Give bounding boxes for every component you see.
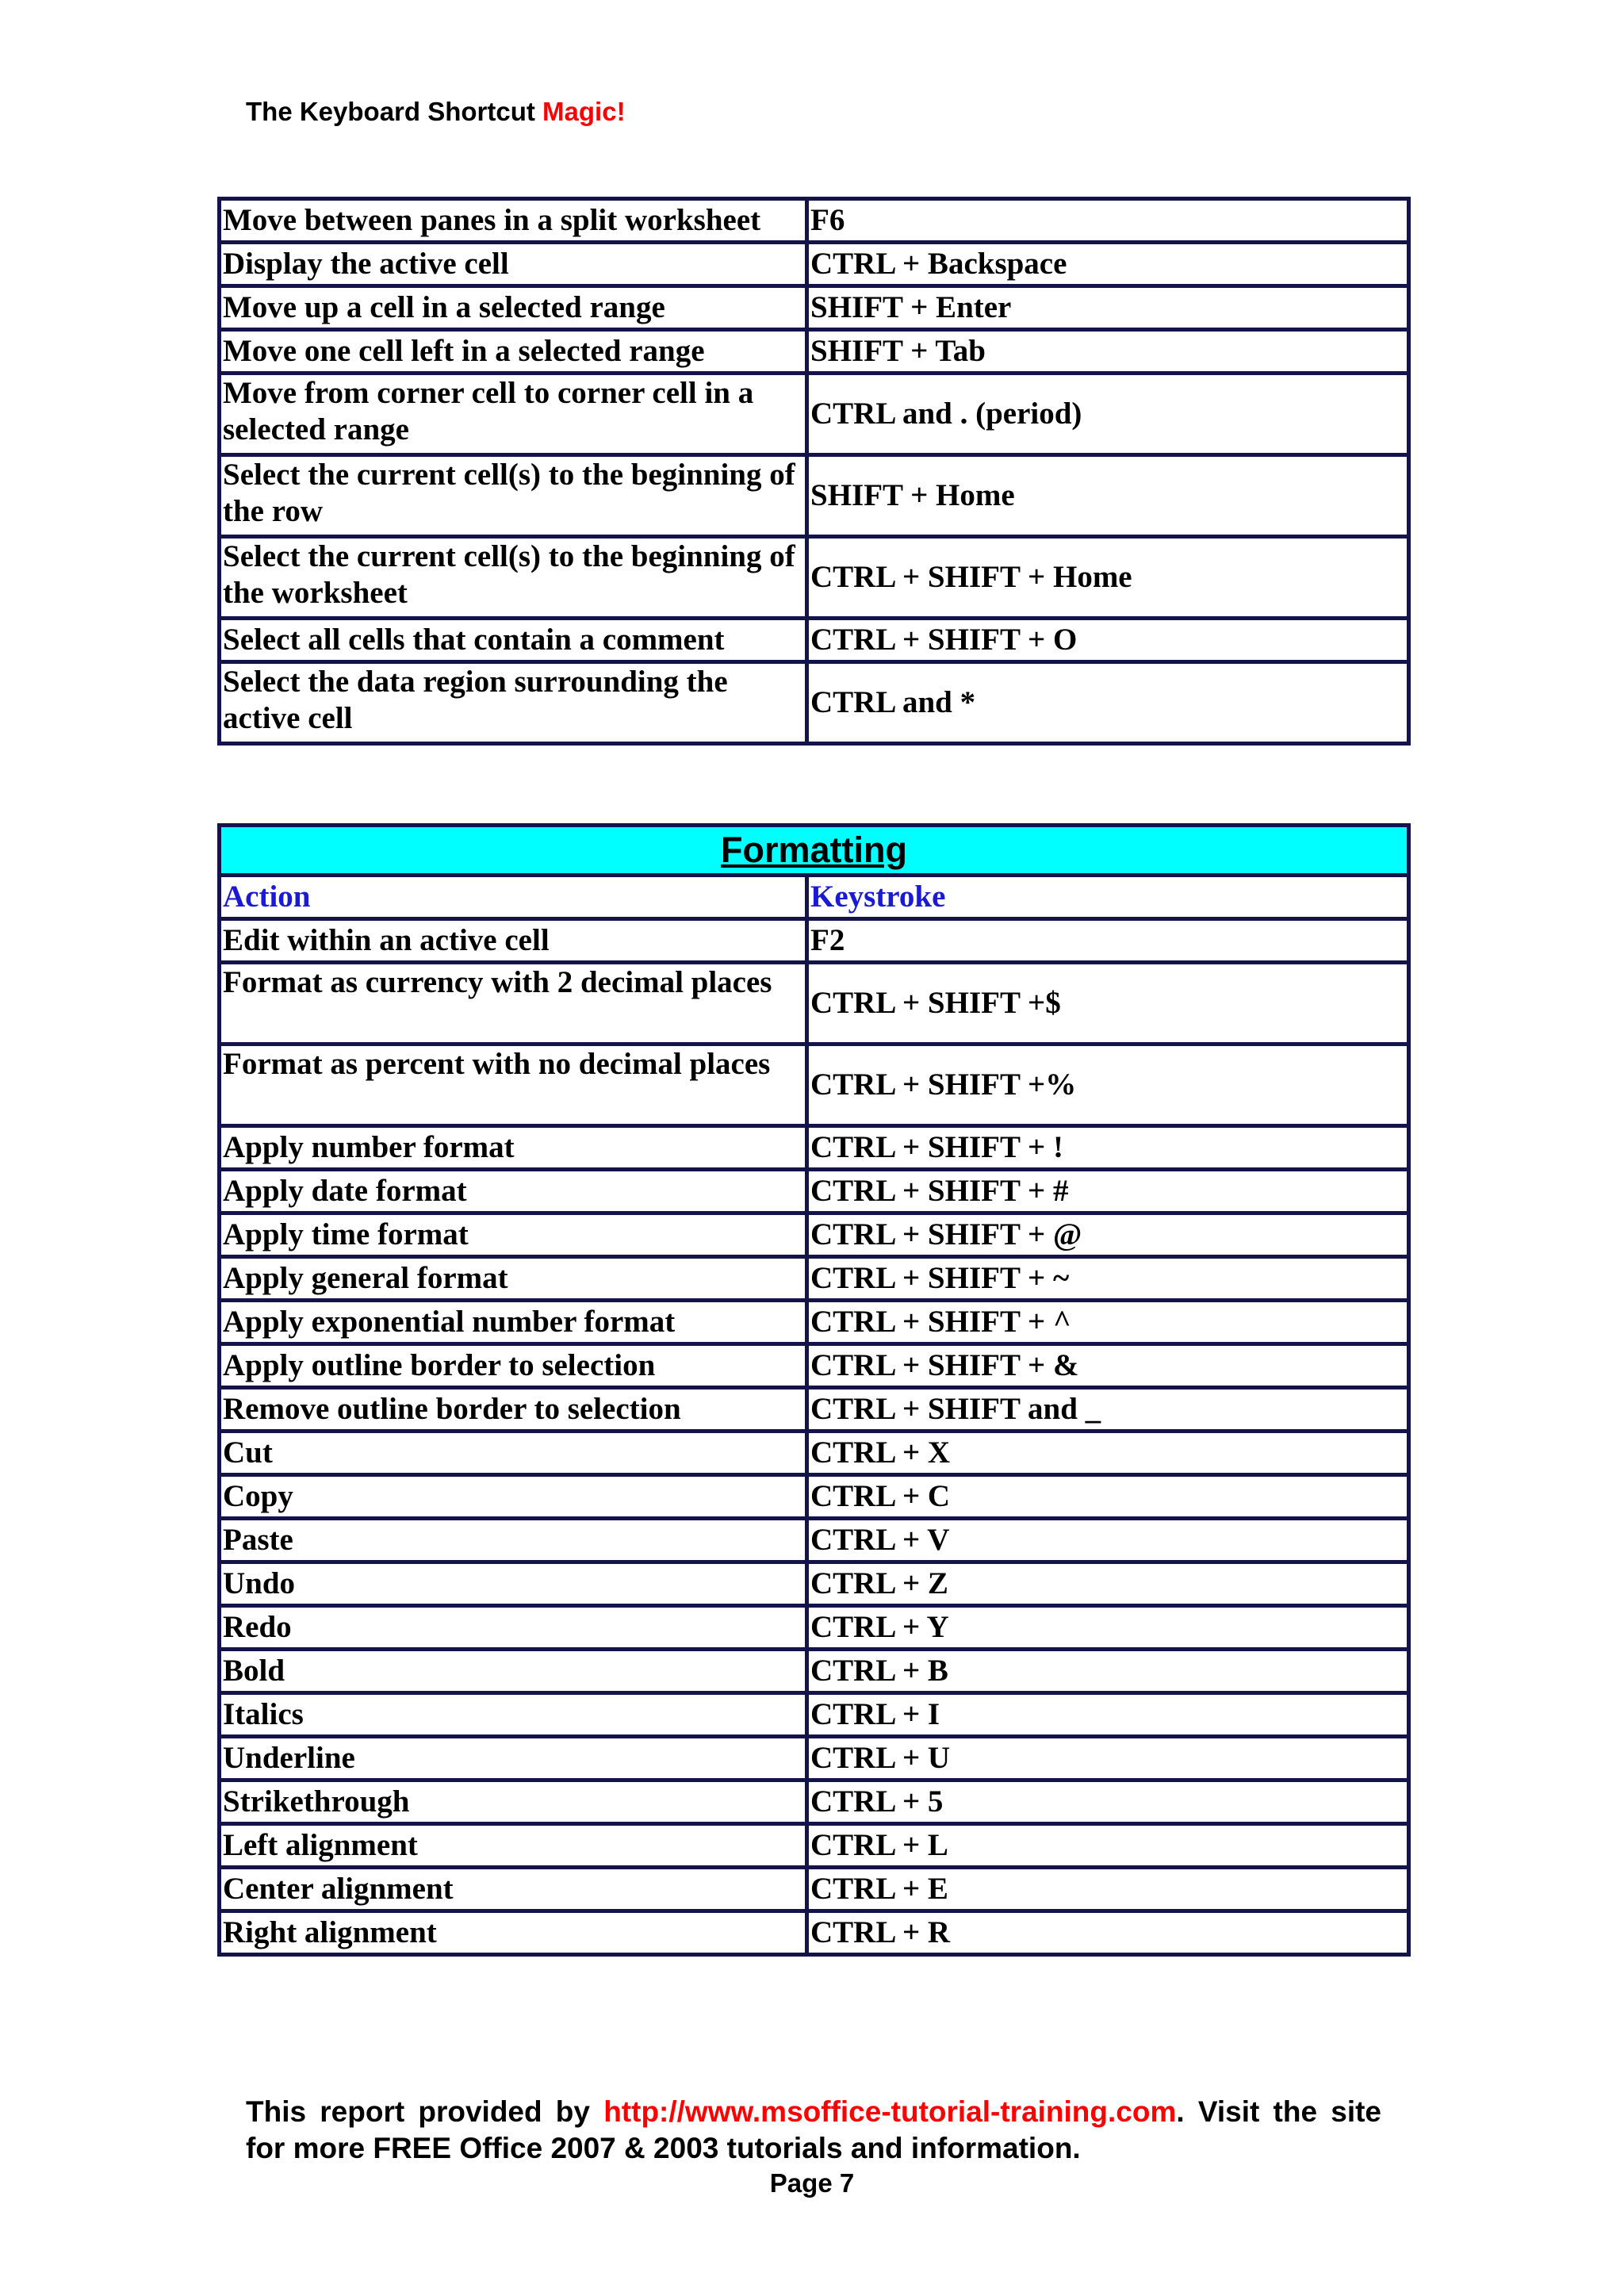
table-row [220,1045,1409,1126]
keystroke-cell: CTRL + Backspace [807,243,1409,286]
table-row [220,1344,1409,1388]
action-cell: Move from corner cell to corner cell in a selected range [220,374,807,455]
keystroke-cell: CTRL + 5 [807,1780,1409,1824]
keystroke-cell: CTRL + SHIFT and _ [807,1388,1409,1432]
keystroke-cell: CTRL + SHIFT + @ [807,1213,1409,1257]
table-row [220,1170,1409,1213]
table-row [220,1388,1409,1432]
keystroke-cell: SHIFT + Enter [807,286,1409,330]
action-cell: Italics [220,1693,807,1737]
action-cell: Move one cell left in a selected range [220,330,807,374]
keystroke-cell: CTRL + SHIFT +% [807,1045,1409,1126]
action-cell: Paste [220,1519,807,1562]
table-row [220,1824,1409,1868]
action-cell: Left alignment [220,1824,807,1868]
table-row [220,537,1409,619]
action-cell: Copy [220,1475,807,1519]
column-header-keystroke: Keystroke [807,876,1409,919]
table-row [220,1519,1409,1562]
action-cell: Strikethrough [220,1780,807,1824]
table-row [220,1693,1409,1737]
action-cell: Redo [220,1606,807,1650]
keystroke-cell: CTRL + SHIFT + ^ [807,1301,1409,1344]
table-row [220,1475,1409,1519]
action-cell: Center alignment [220,1868,807,1911]
action-cell: Cut [220,1432,807,1475]
footer-link[interactable]: http://www.msoffice-tutorial-training.com [603,2095,1177,2128]
keystroke-cell: F6 [807,199,1409,243]
action-cell: Apply time format [220,1213,807,1257]
keystroke-cell: SHIFT + Home [807,455,1409,537]
action-cell: Select the current cell(s) to the beginning of the worksheet [220,537,807,619]
keystroke-cell: CTRL and . (period) [807,374,1409,455]
action-cell: Format as currency with 2 decimal places [220,963,807,1045]
table-row [220,330,1409,374]
keystroke-cell: CTRL + SHIFT + O [807,619,1409,662]
keystroke-cell: CTRL + SHIFT + # [807,1170,1409,1213]
column-header-row [220,876,1409,919]
table-row [220,199,1409,243]
column-header-action: Action [220,876,807,919]
formatting-shortcuts-table [217,823,1411,1957]
table-row [220,919,1409,963]
table-row [220,1126,1409,1170]
header-title: The Keyboard Shortcut [246,97,543,126]
action-cell: Undo [220,1562,807,1606]
table-row [220,1868,1409,1911]
action-cell: Edit within an active cell [220,919,807,963]
action-cell: Apply general format [220,1257,807,1301]
action-cell: Remove outline border to selection [220,1388,807,1432]
table-row [220,963,1409,1045]
page-header [246,97,626,127]
footer-text-after: . Visit the site for more FREE Office 2007 & 2003 tutorials and information. [246,2095,1381,2164]
table-row [220,1301,1409,1344]
keystroke-cell: CTRL + SHIFT + Home [807,537,1409,619]
page-number: Page 7 [769,2168,855,2198]
table-row [220,1257,1409,1301]
action-cell: Move up a cell in a selected range [220,286,807,330]
keystroke-cell: F2 [807,919,1409,963]
table-row [220,243,1409,286]
action-cell: Move between panes in a split worksheet [220,199,807,243]
table-row [220,662,1409,744]
keystroke-cell: CTRL + V [807,1519,1409,1562]
table-row [220,286,1409,330]
action-cell: Format as percent with no decimal places [220,1045,807,1126]
table-row [220,1780,1409,1824]
action-cell: Bold [220,1650,807,1693]
action-cell: Underline [220,1737,807,1780]
action-cell: Select all cells that contain a comment [220,619,807,662]
keystroke-cell: SHIFT + Tab [807,330,1409,374]
footer-note [246,2094,1381,2167]
table-row [220,455,1409,537]
table-row [220,1737,1409,1780]
keystroke-cell: CTRL + SHIFT + & [807,1344,1409,1388]
action-cell: Apply date format [220,1170,807,1213]
section-title: Formatting [220,826,1409,876]
keystroke-cell: CTRL + SHIFT + ! [807,1126,1409,1170]
action-cell: Select the data region surrounding the active cell [220,662,807,744]
keystroke-cell: CTRL + Y [807,1606,1409,1650]
table-row [220,1606,1409,1650]
action-cell: Display the active cell [220,243,807,286]
keystroke-cell: CTRL + R [807,1911,1409,1955]
action-cell: Right alignment [220,1911,807,1955]
header-title-highlight: Magic! [542,97,626,126]
table-row [220,1650,1409,1693]
section-header-row [220,826,1409,876]
table-row [220,374,1409,455]
action-cell: Apply exponential number format [220,1301,807,1344]
keystroke-cell: CTRL + Z [807,1562,1409,1606]
keystroke-cell: CTRL + SHIFT +$ [807,963,1409,1045]
keystroke-cell: CTRL + SHIFT + ~ [807,1257,1409,1301]
footer-text-before: This report provided by [246,2095,604,2128]
keystroke-cell: CTRL + U [807,1737,1409,1780]
keystroke-cell: CTRL + X [807,1432,1409,1475]
action-cell: Apply outline border to selection [220,1344,807,1388]
keystroke-cell: CTRL + I [807,1693,1409,1737]
keystroke-cell: CTRL + C [807,1475,1409,1519]
action-cell: Select the current cell(s) to the beginning of the row [220,455,807,537]
keystroke-cell: CTRL + L [807,1824,1409,1868]
table-row [220,1213,1409,1257]
keystroke-cell: CTRL and * [807,662,1409,744]
table-row [220,1562,1409,1606]
table-row [220,1432,1409,1475]
navigation-shortcuts-table [217,197,1411,746]
keystroke-cell: CTRL + B [807,1650,1409,1693]
keystroke-cell: CTRL + E [807,1868,1409,1911]
action-cell: Apply number format [220,1126,807,1170]
table-row [220,1911,1409,1955]
table-row [220,619,1409,662]
